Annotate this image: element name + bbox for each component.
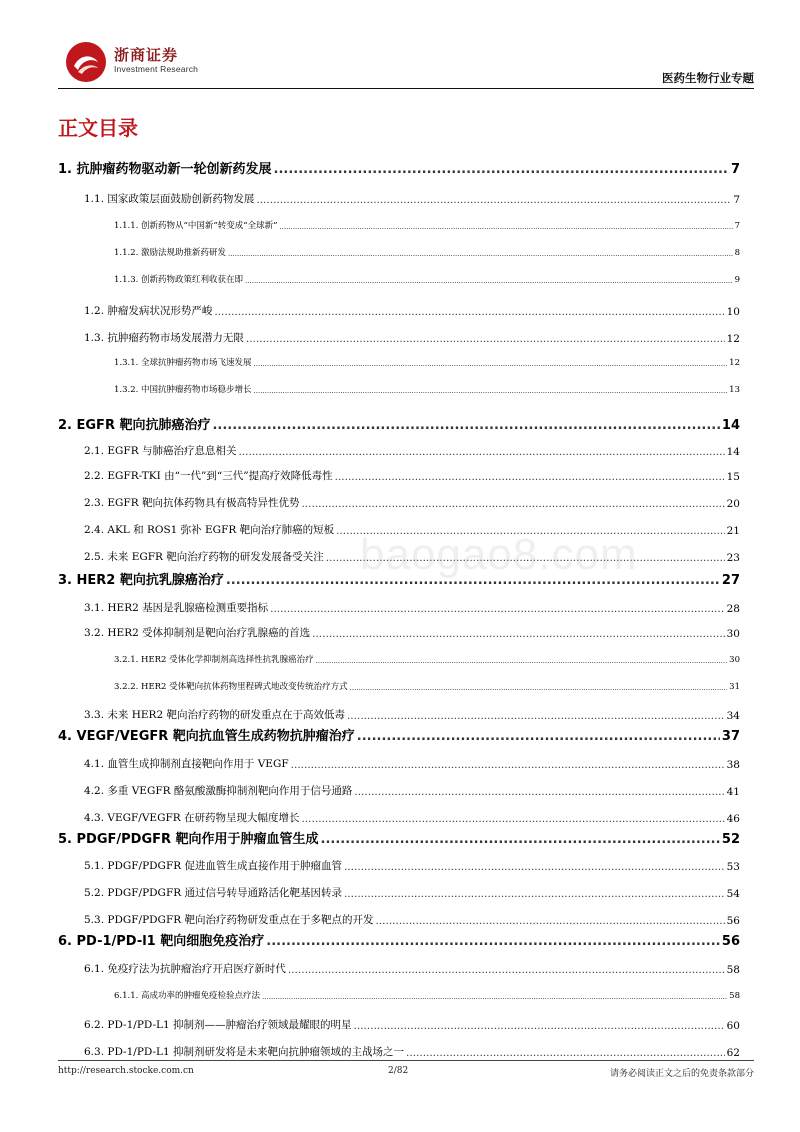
toc-leader-dots [406, 1047, 725, 1059]
toc-entry-level1[interactable] [58, 724, 740, 744]
toc-entry-label: 2.2. EGFR-TKI 由“一代”到“三代”提高疗效降低毒性 [84, 470, 333, 482]
toc-entry-level1[interactable] [58, 413, 740, 433]
toc-entry-label: 6.2. PD-1/PD-L1 抑制剂——肿瘤治疗领域最耀眼的明星 [84, 1019, 352, 1031]
toc-entry-page: 23 [726, 552, 740, 564]
toc-entry-label: 5.1. PDGF/PDGFR 促进血管生成直接作用于肿瘤血管 [84, 860, 342, 872]
toc-entry-label: 3. HER2 靶向抗乳腺癌治疗 [58, 573, 224, 588]
toc-entry-page: 7 [733, 194, 740, 206]
toc-leader-dots [302, 813, 725, 825]
toc-leader-dots [347, 710, 725, 722]
toc-entry-page: 28 [726, 603, 740, 615]
toc-leader-dots [321, 832, 720, 847]
toc-entry-page: 10 [726, 306, 740, 318]
toc-entry-level2[interactable] [58, 494, 740, 510]
toc-leader-dots [301, 498, 724, 510]
toc-entry-page: 30 [726, 628, 740, 640]
toc-entry-label: 3.2.1. HER2 受体化学抑制剂高选择性抗乳腺癌治疗 [114, 655, 314, 665]
toc-entry-page: 12 [726, 333, 740, 345]
toc-entry-label: 3.2.2. HER2 受体靶向抗体药物里程碑式地改变传统治疗方式 [114, 682, 348, 692]
toc-entry-page: 21 [726, 525, 740, 537]
footer-divider [58, 1060, 754, 1061]
toc-entry-label: 1.1. 国家政策层面鼓励创新药物发展 [84, 193, 255, 205]
toc-entry-level3[interactable] [58, 987, 740, 1001]
toc-entry-label: 6. PD-1/PD-l1 靶向细胞免疫治疗 [58, 934, 265, 949]
toc-leader-dots [274, 162, 729, 177]
toc-entry-label: 1.3.1. 全球抗肿瘤药物市场飞速发展 [114, 358, 252, 368]
toc-entry-page: 13 [729, 385, 740, 395]
toc-entry-page: 31 [729, 682, 740, 692]
toc-entry-level2[interactable] [58, 755, 740, 771]
toc-leader-dots [312, 628, 725, 640]
toc-entry-label: 1.1.2. 激励法规助推新药研发 [114, 248, 227, 258]
toc-entry-level2[interactable] [58, 1016, 740, 1032]
toc-entry-page: 27 [721, 573, 740, 588]
toc-entry-label: 5.2. PDGF/PDGFR 通过信号转导通路活化靶基因转录 [84, 887, 342, 899]
toc-entry-page: 58 [726, 964, 740, 976]
watermark: baogao8.com [360, 530, 638, 579]
toc-leader-dots [238, 446, 724, 458]
toc-leader-dots [335, 471, 725, 483]
toc-entry-label: 2.4. AKL 和 ROS1 弥补 EGFR 靶向治疗肺癌的短板 [84, 524, 335, 536]
toc-title: 正文目录 [58, 116, 138, 140]
toc-leader-dots [214, 306, 724, 318]
toc-leader-dots [245, 277, 733, 285]
toc-entry-page: 56 [726, 915, 740, 927]
toc-entry-page: 8 [734, 248, 740, 258]
toc-entry-page: 37 [721, 729, 740, 744]
toc-entry-page: 30 [729, 655, 740, 665]
toc-entry-label: 1.1.3. 创新药物政策红利收获在即 [114, 275, 244, 285]
toc-entry-page: 14 [726, 446, 740, 458]
toc-entry-level2[interactable] [58, 302, 740, 318]
toc-entry-level3[interactable] [58, 678, 740, 692]
toc-leader-dots [288, 964, 725, 976]
toc-entry-label: 6.1. 免疫疗法为抗肿瘤治疗开启医疗新时代 [84, 963, 286, 975]
toc-leader-dots [375, 915, 724, 927]
toc-leader-dots [254, 360, 728, 368]
toc-leader-dots [344, 888, 725, 900]
toc-entry-level2[interactable] [58, 911, 740, 927]
toc-entry-level2[interactable] [58, 857, 740, 873]
toc-entry-label: 5.3. PDGF/PDGFR 靶向治疗药物研发重点在于多靶点的开发 [84, 914, 374, 926]
toc-entry-label: 4.1. 血管生成抑制剂直接靶向作用于 VEGF [84, 758, 289, 770]
toc-entry-level1[interactable] [58, 157, 740, 177]
page-header [58, 30, 754, 90]
toc-entry-label: 2. EGFR 靶向抗肺癌治疗 [58, 418, 211, 433]
toc-entry-label: 3.3. 未来 HER2 靶向治疗药物的研发重点在于高效低毒 [84, 709, 345, 721]
toc-entry-level2[interactable] [58, 1043, 740, 1059]
toc-leader-dots [228, 250, 733, 258]
toc-entry-level2[interactable] [58, 467, 740, 483]
toc-entry-level2[interactable] [58, 960, 740, 976]
toc-entry-level2[interactable] [58, 190, 740, 206]
toc-entry-page: 7 [734, 221, 740, 231]
toc-entry-label: 1.2. 肿瘤发病状况形势严峻 [84, 305, 213, 317]
toc-entry-page: 34 [726, 710, 740, 722]
toc-leader-dots [212, 418, 719, 433]
toc-leader-dots [354, 786, 724, 798]
toc-entry-level1[interactable] [58, 827, 740, 847]
toc-entry-label: 5. PDGF/PDGFR 靶向作用于肿瘤血管生成 [58, 832, 319, 847]
toc-entry-label: 4.2. 多重 VEGFR 酪氨酸激酶抑制剂靶向作用于信号通路 [84, 785, 353, 797]
report-type-title: 医药生物行业专题 [662, 71, 754, 85]
toc-leader-dots [262, 993, 727, 1001]
toc-entry-level3[interactable] [58, 244, 740, 258]
toc-entry-page: 52 [721, 832, 740, 847]
toc-entry-level3[interactable] [58, 217, 740, 231]
toc-entry-page: 20 [726, 498, 740, 510]
toc-entry-page: 41 [726, 786, 740, 798]
toc-entry-page: 60 [726, 1020, 740, 1032]
toc-entry-level2[interactable] [58, 884, 740, 900]
toc-entry-page: 38 [726, 759, 740, 771]
toc-leader-dots [256, 194, 731, 206]
toc-entry-label: 1.3.2. 中国抗肿瘤药物市场稳步增长 [114, 385, 252, 395]
toc-entry-page: 9 [734, 275, 740, 285]
toc-entry-level2[interactable] [58, 782, 740, 798]
footer-disclaimer: 请务必阅读正文之后的免责条款部分 [609, 1069, 754, 1079]
toc-entry-page: 15 [726, 471, 740, 483]
toc-entry-label: 6.1.1. 高成功率的肿瘤免疫检验点疗法 [114, 991, 261, 1001]
toc-leader-dots [316, 657, 728, 665]
toc-entry-page: 62 [726, 1047, 740, 1059]
toc-entry-level2[interactable] [58, 442, 740, 458]
toc-entry-level2[interactable] [58, 599, 740, 615]
toc-leader-dots [354, 1020, 725, 1032]
toc-entry-page: 46 [726, 813, 740, 825]
toc-entry-level1[interactable] [58, 929, 740, 949]
logo-cn: 浙商证券 [114, 46, 179, 64]
toc-entry-page: 58 [729, 991, 740, 1001]
toc-entry-label: 1. 抗肿瘤药物驱动新一轮创新药发展 [58, 162, 272, 177]
toc-entry-level3[interactable] [58, 381, 740, 395]
toc-entry-label: 3.1. HER2 基因是乳腺癌检测重要指标 [84, 602, 269, 614]
toc-entry-level3[interactable] [58, 354, 740, 368]
toc-entry-page: 12 [729, 358, 740, 368]
toc-entry-label: 4. VEGF/VEGFR 靶向抗血管生成药物抗肿瘤治疗 [58, 729, 355, 744]
toc-leader-dots [266, 934, 720, 949]
toc-entry-page: 14 [721, 418, 740, 433]
toc-leader-dots [246, 333, 725, 345]
toc-entry-label: 2.5. 未来 EGFR 靶向治疗药物的研发发展备受关注 [84, 551, 324, 563]
toc-leader-dots [254, 387, 728, 395]
logo-en: Investment Research [114, 64, 199, 74]
company-logo-icon [64, 40, 108, 84]
toc-entry-label: 1.3. 抗肿瘤药物市场发展潜力无限 [84, 332, 244, 344]
footer-page-number: 2/82 [388, 1066, 409, 1076]
toc-entry-level2[interactable] [58, 624, 740, 640]
toc-entry-page: 56 [721, 934, 740, 949]
toc-entry-label: 1.1.1. 创新药物从“中国新”转变成“全球新” [114, 221, 278, 231]
toc-entry-page: 53 [726, 861, 740, 873]
toc-entry-level2[interactable] [58, 809, 740, 825]
toc-entry-level3[interactable] [58, 651, 740, 665]
footer-url[interactable]: http://research.stocke.com.cn [58, 1066, 194, 1076]
toc-entry-page: 54 [726, 888, 740, 900]
toc-leader-dots [270, 603, 725, 615]
toc-entry-label: 3.2. HER2 受体抑制剂是靶向治疗乳腺癌的首选 [84, 627, 311, 639]
toc-entry-label: 6.3. PD-1/PD-L1 抑制剂研发将是未来靶向抗肿瘤领域的主战场之一 [84, 1046, 405, 1058]
toc-leader-dots [350, 684, 728, 692]
toc-entry-level2[interactable] [58, 329, 740, 345]
toc-entry-page: 7 [730, 162, 740, 177]
toc-leader-dots [344, 861, 725, 873]
toc-leader-dots [279, 223, 732, 231]
toc-entry-level3[interactable] [58, 271, 740, 285]
toc-entry-label: 2.1. EGFR 与肺癌治疗息息相关 [84, 445, 237, 457]
toc-entry-label: 4.3. VEGF/VEGFR 在研药物呈现大幅度增长 [84, 812, 300, 824]
header-divider [58, 88, 754, 89]
toc-leader-dots [357, 729, 720, 744]
logo-text [114, 46, 198, 74]
toc-entry-label: 2.3. EGFR 靶向抗体药物具有极高特异性优势 [84, 497, 300, 509]
toc-entry-level2[interactable] [58, 706, 740, 722]
toc-leader-dots [291, 759, 725, 771]
